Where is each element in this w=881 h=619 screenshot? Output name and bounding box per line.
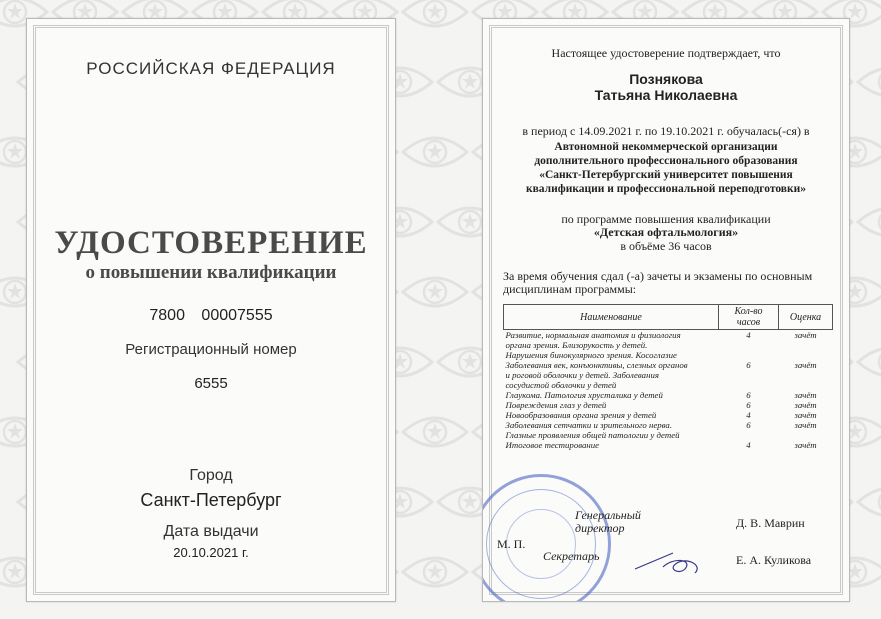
discipline-name: Развитие, нормальная анатомия и физиология: [505, 330, 681, 340]
certificate-serial: 00007555: [201, 307, 273, 324]
discipline-hours: [719, 370, 779, 380]
discipline-name: органа зрения. Близорукость у детей.: [505, 340, 648, 350]
organization-line: Автономной некоммерческой организации: [554, 141, 778, 153]
table-row: [504, 390, 833, 400]
certificate-title: УДОСТОВЕРЕНИЕ: [54, 225, 368, 261]
discipline-grade: [779, 430, 833, 440]
table-row: [504, 420, 833, 430]
table-row: [504, 430, 833, 440]
table-row: [504, 360, 833, 370]
eye-watermark-icon: [400, 410, 470, 454]
discipline-grade: зачёт: [794, 390, 817, 400]
column-header-grade: Оценка: [779, 305, 833, 330]
table-row: [504, 410, 833, 420]
discipline-grade: [779, 370, 833, 380]
discipline-name: сосудистой оболочки у детей: [505, 380, 617, 390]
organization-name: [483, 140, 849, 196]
director-title: [575, 509, 641, 535]
director-name: Д. В. Маврин: [736, 516, 805, 530]
table-row: [504, 440, 833, 450]
discipline-grade: зачёт: [794, 330, 817, 340]
holder-surname: Познякова: [629, 71, 703, 87]
table-row: [504, 370, 833, 380]
certificate-subtitle: о повышении квалификации: [85, 262, 337, 283]
discipline-hours: 4: [746, 330, 751, 340]
discipline-hours: 4: [746, 440, 751, 450]
discipline-name: Глаукома. Патология хрусталика у детей: [505, 390, 663, 400]
column-header-name: Наименование: [504, 305, 719, 330]
discipline-grade: зачёт: [794, 400, 817, 410]
organization-line: квалификации и профессиональной переподготовки»: [525, 183, 807, 195]
eye-watermark-icon: [855, 200, 881, 244]
exams-line: За время обучения сдал (-а) зачеты и экзамены по основным: [503, 269, 813, 283]
eye-watermark-icon: [400, 550, 470, 594]
discipline-hours: [719, 430, 779, 440]
director-title-line: Генеральный: [575, 508, 641, 522]
discipline-name: Заболевания век, конъюнктивы, слезных органов: [505, 360, 688, 370]
program-name: «Детская офтальмология»: [593, 225, 739, 239]
country-name: РОССИЙСКАЯ ФЕДЕРАЦИЯ: [86, 59, 336, 78]
eye-watermark-icon: [855, 340, 881, 384]
discipline-grade: зачёт: [794, 420, 817, 430]
discipline-grade: [779, 380, 833, 390]
handwritten-signature: [633, 539, 713, 579]
discipline-name: Итоговое тестирование: [505, 440, 600, 450]
disciplines-table: [503, 304, 833, 450]
registration-number: 6555: [194, 375, 228, 392]
table-row: [504, 340, 833, 350]
organization-line: дополнительного профессионального образования: [534, 155, 798, 167]
seal-place-mark: М. П.: [497, 537, 526, 551]
city-value: Санкт-Петербург: [140, 490, 282, 510]
eye-watermark-icon: [855, 480, 881, 524]
certificate-series: 7800: [149, 307, 185, 324]
registration-label: Регистрационный номер: [125, 341, 297, 358]
table-header-row: [504, 305, 833, 330]
discipline-hours: 6: [746, 390, 751, 400]
eye-watermark-icon: [855, 60, 881, 104]
eye-watermark-icon: [400, 0, 470, 34]
study-period: в период с 14.09.2021 г. по 19.10.2021 г. обучалась(-ся) в: [522, 124, 810, 138]
holder-given-names: Татьяна Николаевна: [594, 87, 738, 103]
table-row: [504, 330, 833, 341]
issue-date: 20.10.2021 г.: [173, 545, 249, 560]
hours-header-line: часов: [736, 317, 761, 328]
discipline-name: Заболевания сетчатки и зрительного нерва.: [505, 420, 673, 430]
table-row: [504, 380, 833, 390]
discipline-name: Нарушения бинокулярного зрения. Косоглазие: [505, 350, 677, 360]
discipline-name: и роговой оболочки у детей. Заболевания: [505, 370, 659, 380]
table-row: [504, 400, 833, 410]
discipline-name: Глазные проявления общей патологии у детей: [505, 430, 680, 440]
table-row: [504, 350, 833, 360]
organization-line: «Санкт-Петербургский университет повышения: [539, 169, 793, 181]
discipline-name: Повреждения глаз у детей: [505, 400, 607, 410]
discipline-grade: зачёт: [794, 410, 817, 420]
holder-name: [483, 71, 849, 103]
discipline-hours: [719, 380, 779, 390]
discipline-grade: [779, 340, 833, 350]
discipline-grade: зачёт: [794, 360, 817, 370]
intro-text: Настоящее удостоверение подтверждает, что: [551, 46, 781, 60]
exams-statement: [503, 270, 839, 296]
program-volume: в объёме 36 часов: [620, 239, 712, 253]
secretary-title: Секретарь: [543, 549, 600, 563]
city-label: Город: [189, 467, 233, 484]
discipline-hours: [719, 350, 779, 360]
exams-line: дисциплинам программы:: [503, 282, 637, 296]
discipline-hours: 6: [746, 360, 751, 370]
discipline-hours: [719, 340, 779, 350]
discipline-hours: 6: [746, 420, 751, 430]
discipline-hours: 6: [746, 400, 751, 410]
certificate-number: [27, 307, 395, 325]
director-title-line: директор: [575, 521, 625, 535]
program-intro: по программе повышения квалификации: [561, 212, 771, 226]
column-header-hours: [719, 305, 779, 330]
discipline-name: Новообразования органа зрения у детей: [505, 410, 657, 420]
discipline-grade: [779, 350, 833, 360]
eye-watermark-icon: [400, 130, 470, 174]
certificate-content-page: [482, 18, 850, 602]
hours-header-line: Кол-во: [734, 306, 763, 317]
eye-watermark-icon: [400, 270, 470, 314]
secretary-name: Е. А. Куликова: [736, 553, 812, 567]
discipline-hours: 4: [746, 410, 751, 420]
discipline-grade: зачёт: [794, 440, 817, 450]
issue-date-label: Дата выдачи: [163, 523, 259, 540]
certificate-cover-page: [26, 18, 396, 602]
